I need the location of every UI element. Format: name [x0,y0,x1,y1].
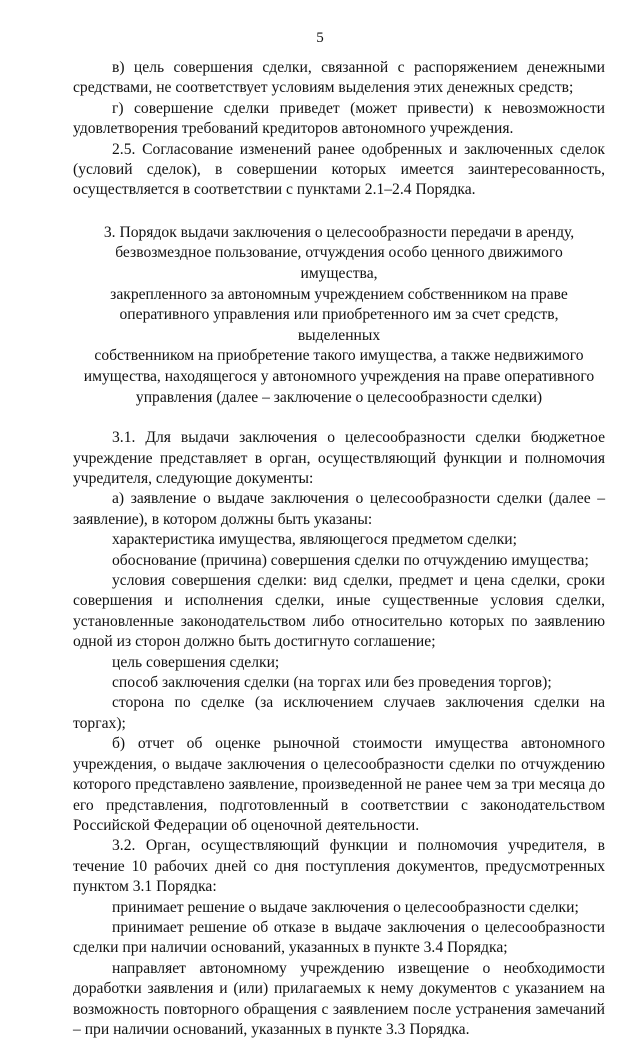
list-item-characteristic: характеристика имущества, являющегося предметом сделки; [112,531,517,549]
list-item-method: способ заключения сделки (на торгах или без проведения торгов); [112,674,552,692]
page-number: 5 [316,30,324,46]
section-title-line: 3. Порядок выдачи заключения о целесообразности передачи в аренду, [103,223,575,241]
section-title-line: оперативного управления или приобретенного им за счет средств, выделенных [119,306,559,344]
section-title-line: закрепленного за автономным учреждением собственником на праве [110,285,568,303]
list-item-purpose: цель совершения сделки; [112,653,280,671]
paragraph-2-5: 2.5. Согласование изменений ранее одобренных и заключенных сделок (условий сделок), в совершении которых имеется заинтересованность, осуществляется в соответствии с пунктами 2.1–2.4 Порядка. [73,140,605,199]
document-body [73,58,605,1040]
list-item-decision-issue: принимает решение о выдаче заключения о целесообразности сделки; [112,898,579,916]
list-item-conditions: условия совершения сделки: вид сделки, предмет и цена сделки, сроки совершения и исполнения сделки, иные существенные условия сделки, установленные законодательством либо относительно которых по заявлению одной из сторон должно быть достигнуто соглашение; [73,572,605,651]
list-item-decision-refuse: принимает решение об отказе в выдаче заключения о целесообразности сделки при наличии оснований, указанных в пункте 3.4 Порядка; [73,918,605,957]
paragraph-g: г) совершение сделки приведет (может привести) к невозможности удовлетворения требований кредиторов автономного учреждения. [73,99,605,138]
section-3-title [73,223,605,408]
list-item-party: сторона по сделке (за исключением случаев заключения сделки на торгах); [73,694,605,732]
section-title-line: имущества, находящегося у автономного учреждения на праве оперативного [83,368,595,385]
list-item-justification: обоснование (причина) совершения сделки по отчуждению имущества; [112,551,589,569]
paragraph-3-2: 3.2. Орган, осуществляющий функции и полномочия учредителя, в течение 10 рабочих дней со дня поступления документов, предусмотренных пунктом 3.1 Порядка: [73,837,605,896]
paragraph-a: а) заявление о выдаче заключения о целесообразности сделки (далее – заявление), в котором должны быть указаны: [73,490,605,528]
paragraph-3-1: 3.1. Для выдачи заключения о целесообразности сделки бюджетное учреждение представляет в орган, осуществляющий функции и полномочия учредителя, следующие документы: [73,429,605,487]
paragraph-b: б) отчет об оценке рыночной стоимости имущества автономного учреждения, о выдаче заключения о целесообразности сделки по отчуждению которого представлено заявление, произведенной не ранее чем за три месяца до его представления, подготовленный в соответствии с законодательством Российской Федерации об оценочной деятельности. [73,735,605,834]
list-item-notice: направляет автономному учреждению извещение о необходимости доработки заявления и (или) прилагаемых к нему документов с указанием на возможность повторного обращения с заявлением после устранения замечаний – при наличии оснований, указанных в пункте 3.3 Порядка. [73,959,605,1038]
section-title-line: собственником на приобретение такого имущества, а также недвижимого [94,347,584,365]
section-title-line: безвозмездное пользование, отчуждения особо ценного движимого имущества, [115,244,563,283]
section-title-line: управления (далее – заключение о целесообразности сделки) [135,388,543,406]
paragraph-v: в) цель совершения сделки, связанной с распоряжением денежными средствами, не соответствует условиям выделения этих денежных средств; [73,59,605,97]
